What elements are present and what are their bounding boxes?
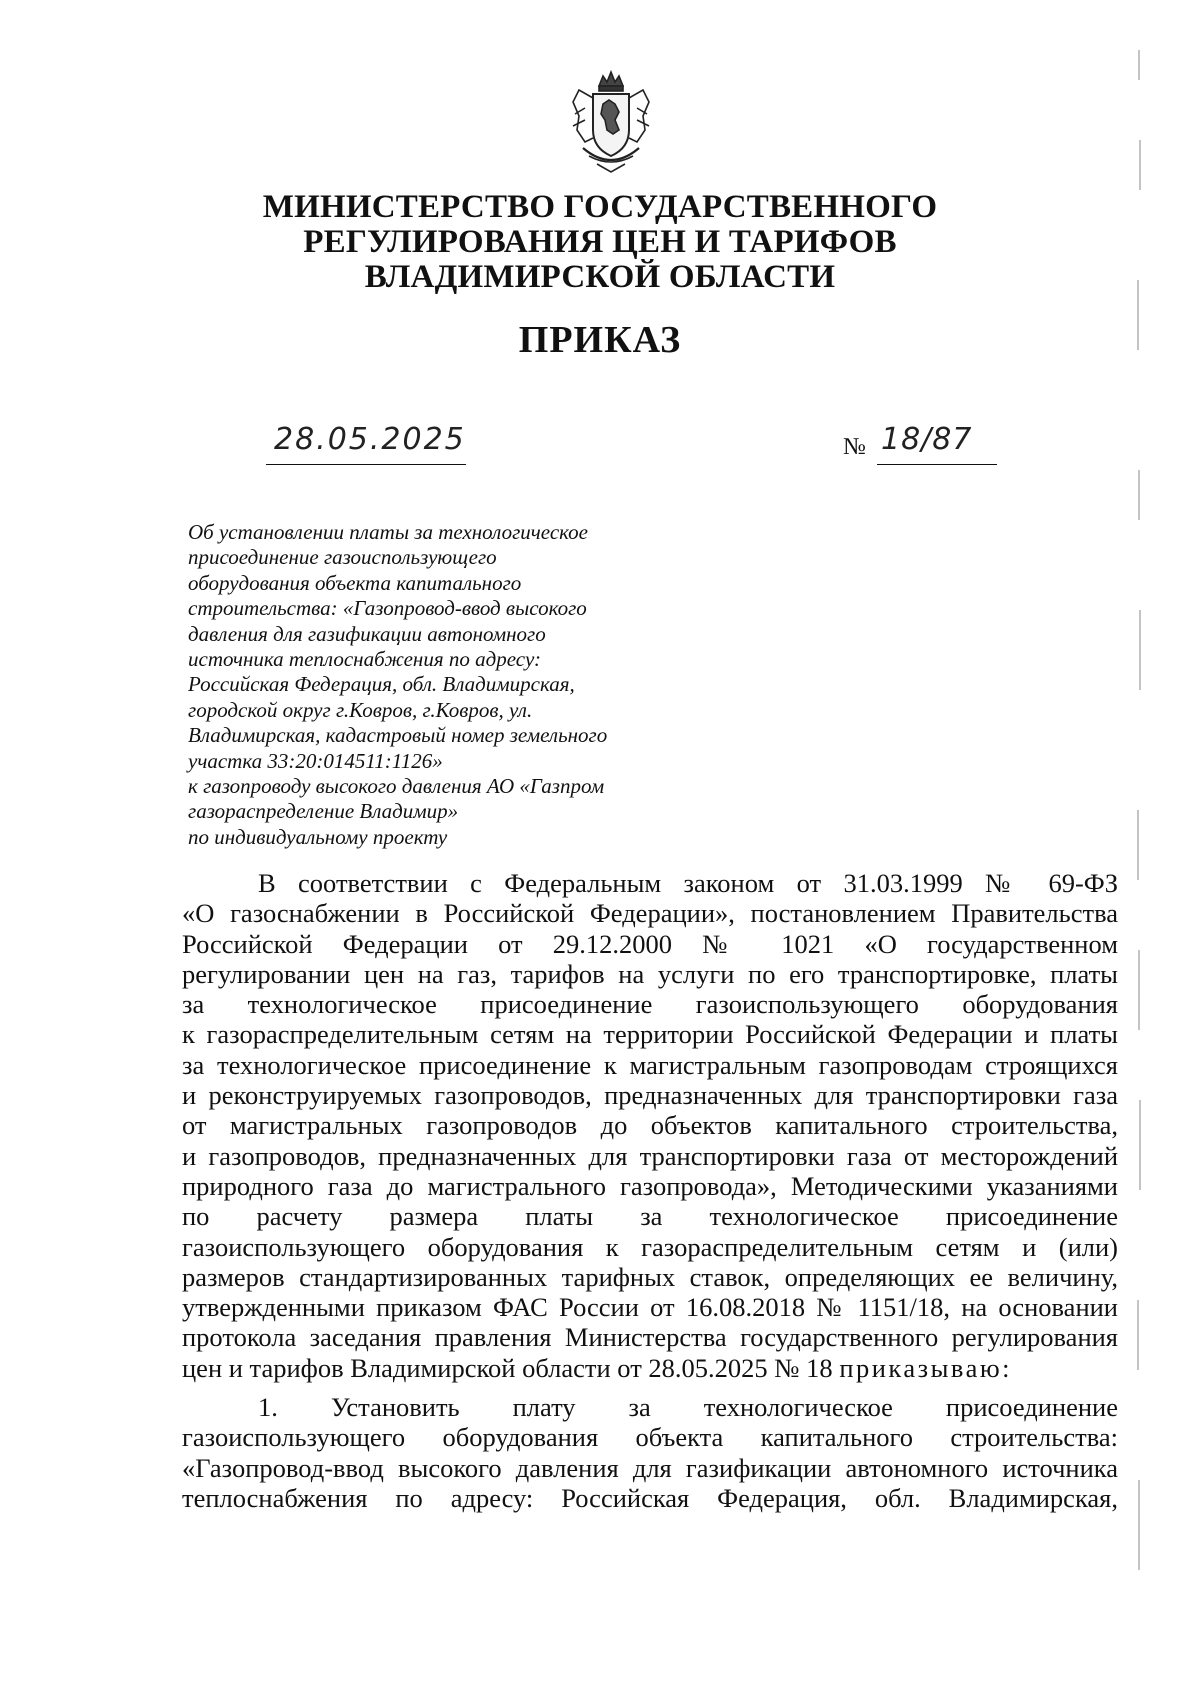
- ministry-line: РЕГУЛИРОВАНИЯ ЦЕН И ТАРИФОВ: [303, 224, 897, 260]
- order-word: приказываю:: [839, 1352, 1013, 1383]
- body-line: и газопроводов, предназначенных для транспортировки газа от месторождений: [182, 1140, 1118, 1171]
- body-line: теплоснабжения по адресу: Российская Федерация, обл. Владимирская,: [182, 1482, 1118, 1513]
- number-line: [877, 420, 997, 465]
- subject-line: по индивидуальному проекту: [188, 824, 448, 849]
- subject-line: источника теплоснабжения по адресу:: [188, 647, 541, 672]
- body-line: «Газопровод-ввод высокого давления для газификации автономного источника: [182, 1452, 1118, 1483]
- order-date-field: [266, 420, 466, 465]
- item-1-paragraph: [182, 1392, 1118, 1513]
- body-line: протокола заседания правления Министерства государственного регулирования: [182, 1322, 1118, 1353]
- number-sign: №: [843, 434, 866, 460]
- coat-of-arms-emblem: [563, 68, 659, 176]
- subject-line: участка 33:20:014511:1126»: [188, 748, 443, 773]
- subject-line: давления для газификации автономного: [188, 621, 546, 646]
- order-number: 18/87: [881, 422, 973, 457]
- body-line: регулировании цен на газ, тарифов на услуги по его транспортировке, платы: [182, 958, 1118, 989]
- body-line-text: цен и тарифов Владимирской области от 28.05.2025 № 18: [182, 1352, 833, 1383]
- subject-line: городской округ г.Ковров, г.Ковров, ул.: [188, 697, 533, 722]
- body-line: [182, 1353, 1118, 1383]
- body-line: утвержденными приказом ФАС России от 16.08.2018 № 1151/18, на основании: [182, 1292, 1118, 1323]
- subject-line: к газопроводу высокого давления АО «Газпром: [188, 774, 605, 799]
- body-line: за технологическое присоединение к магистральным газопроводам строящихся: [182, 1049, 1118, 1080]
- body-line: по расчету размера платы за технологическое присоединение: [182, 1201, 1118, 1232]
- body-line: природного газа до магистрального газопровода», Методическими указаниями: [182, 1170, 1118, 1201]
- preamble-paragraph: [182, 868, 1118, 1383]
- subject-line: строительства: «Газопровод-ввод высокого: [188, 596, 587, 621]
- body-line: размеров стандартизированных тарифных ставок, определяющих ее величину,: [182, 1261, 1118, 1292]
- subject-line: оборудования объекта капитального: [188, 570, 522, 595]
- body-line: и реконструируемых газопроводов, предназначенных для транспортировки газа: [182, 1080, 1118, 1111]
- ministry-line: ВЛАДИМИРСКОЙ ОБЛАСТИ: [364, 259, 836, 295]
- subject-line: присоединение газоиспользующего: [188, 545, 497, 570]
- order-date: 28.05.2025: [274, 422, 466, 457]
- body-line: В соответствии с Федеральным законом от 31.03.1999 № 69-ФЗ: [258, 868, 1118, 898]
- order-subject: [188, 520, 688, 850]
- subject-line: Об установлении платы за технологическое: [188, 520, 588, 544]
- subject-line: Российская Федерация, обл. Владимирская,: [188, 672, 575, 697]
- body-line: от магистральных газопроводов до объектов капитального строительства,: [182, 1110, 1118, 1141]
- body-line: за технологическое присоединение газоиспользующего оборудования: [182, 989, 1118, 1020]
- body-line: «О газоснабжении в Российской Федерации», постановлением Правительства: [182, 898, 1118, 929]
- body-line: к газораспределительным сетям на территории Российской Федерации и платы: [182, 1019, 1118, 1050]
- subject-line: Владимирская, кадастровый номер земельного: [188, 723, 608, 748]
- order-number-field: [843, 420, 1003, 464]
- scan-margin-marks: [1128, 50, 1150, 1650]
- document-type: ПРИКАЗ: [518, 319, 682, 361]
- ministry-line: МИНИСТЕРСТВО ГОСУДАРСТВЕННОГО: [262, 189, 938, 225]
- body-line: Российской Федерации от 29.12.2000 № 1021 «О государственном: [182, 928, 1118, 959]
- ministry-name: [0, 190, 1200, 295]
- body-line: газоиспользующего оборудования к газораспределительным сетям и (или): [182, 1231, 1118, 1262]
- subject-line: газораспределение Владимир»: [188, 799, 459, 824]
- body-line: 1. Установить плату за технологическое присоединение: [258, 1392, 1118, 1422]
- body-line: газоиспользующего оборудования объекта капитального строительства:: [182, 1422, 1118, 1453]
